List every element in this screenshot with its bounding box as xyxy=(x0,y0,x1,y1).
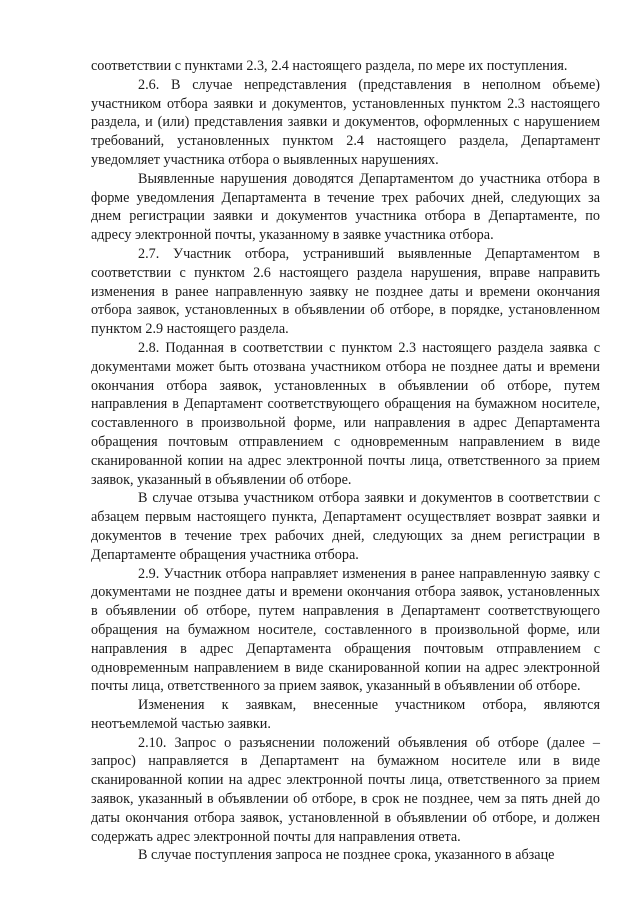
paragraph-request-received: В случае поступления запроса не позднее срока, указанного в абзаце xyxy=(138,847,555,864)
paragraph-2-9: 2.9. Участник отбора направляет изменения в ранее направленную заявку с документами не позднее даты и времени окончания отбора заявок, установленных в объявлении об отборе, путем направления в Департамент соответствующего обращения на бумажном носителе, составленного в произвольной форме, или направления в адрес Департамента обращения почтовым отправлением с одновременным направлением в виде сканированной копии на адрес электронной почты лица, ответственного за прием заявок, указанный в объявлении об отборе. xyxy=(91,565,600,695)
paragraph-changes: Изменения к заявкам, внесенные участником отбора, являются неотъемлемой частью заявки. xyxy=(91,697,600,732)
document-body xyxy=(91,57,600,865)
paragraph-2-7: 2.7. Участник отбора, устранивший выявленные Департаментом в соответствии с пунктом 2.6 настоящего раздела нарушения, вправе направить изменения в ранее направленную заявку не позднее даты и времени окончания отбора заявок, установленных в объявлении об отборе, в порядке, установленном пунктом 2.9 настоящего раздела. xyxy=(91,245,600,338)
paragraph-continuation: соответствии с пунктами 2.3, 2.4 настоящего раздела, по мере их поступления. xyxy=(91,58,568,74)
paragraph-2-6: 2.6. В случае непредставления (представления в неполном объеме) участником отбора заявки и документов, установленных пунктом 2.3 настоящего раздела, и (или) представления заявки и документов, оформленных с нарушением требований, установленных пунктом 2.4 настоящего раздела, Департамент уведомляет участника отбора о выявленных нарушениях. xyxy=(91,76,600,168)
paragraph-withdrawal: В случае отзыва участником отбора заявки и документов в соответствии с абзацем первым настоящего пункта, Департамент осуществляет возврат заявки и документов в течение трех рабочих дней, следующих за днем регистрации в Департаменте обращения участника отбора. xyxy=(91,490,600,563)
paragraph-2-8: 2.8. Поданная в соответствии с пунктом 2.3 настоящего раздела заявка с документами может быть отозвана участником отбора не позднее даты и времени окончания отбора заявок, установленных в объявлении об отборе, путем направления в Департамент соответствующего обращения на бумажном носителе, составленного в произвольной форме, или направления в адрес Департамента обращения почтовым отправлением с одновременным направлением в виде сканированной копии на адрес электронной почты лица, ответственного за прием заявок, указанный в объявлении об отборе. xyxy=(91,339,600,488)
paragraph-2-10: 2.10. Запрос о разъяснении положений объявления об отборе (далее – запрос) направляется в Департамент на бумажном носителе или в виде сканированной копии на адрес электронной почты лица, ответственного за прием заявок, указанный в объявлении об отборе, в срок не позднее, чем за пять дней до даты окончания отбора заявок, установленной в объявлении об отборе, и должен содержать адрес электронной почты для направления ответа. xyxy=(91,734,600,845)
paragraph-violations-notice: Выявленные нарушения доводятся Департаментом до участника отбора в форме уведомления Департамента в течение трех рабочих дней, следующих за днем регистрации заявки и документов участника отбора в Департаменте, по адресу электронной почты, указанному в заявке участника отбора. xyxy=(91,170,600,244)
